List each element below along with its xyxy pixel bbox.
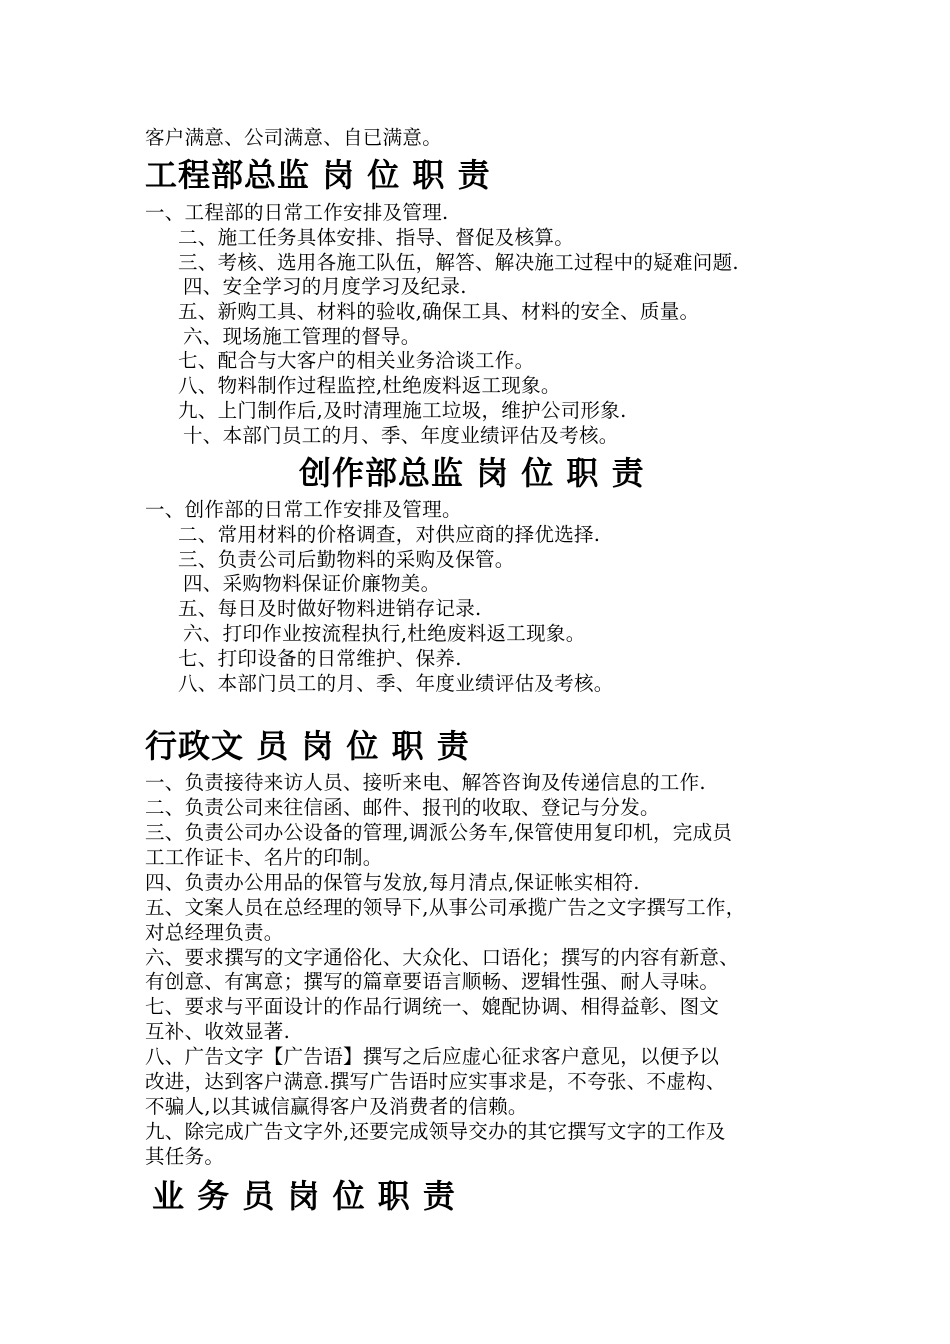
admin-item-7: 七、要求与平面设计的作品行调统一、媲配协调、相得益彰、图文 — [145, 995, 720, 1018]
engineering-item-7: 七、配合与大客户的相关业务洽谈工作。 — [178, 349, 535, 372]
creative-item-8: 八、本部门员工的月、季、年度业绩评估及考核。 — [178, 672, 614, 695]
admin-item-5: 五、文案人员在总经理的领导下,从事公司承揽广告之文字撰写工作， — [145, 896, 746, 919]
admin-item-6-cont: 有创意、有寓意；撰写的篇章要语言顺畅、逻辑性强、耐人寻味。 — [145, 970, 720, 993]
creative-item-7: 七、打印设备的日常维护、保养. — [178, 647, 462, 670]
engineering-item-2: 二、施工任务具体安排、指导、督促及核算。 — [178, 226, 575, 249]
creative-item-2: 二、常用材料的价格调查，对供应商的择优选择. — [178, 523, 601, 546]
admin-item-3: 三、负责公司办公设备的管理,调派公务车,保管使用复印机，完成员 — [145, 821, 733, 844]
admin-item-9-cont: 其任务。 — [145, 1145, 225, 1168]
engineering-item-8: 八、物料制作过程监控,杜绝废料返工现象。 — [178, 374, 561, 397]
section-title-admin-clerk: 行政文 员 岗 位 职 责 — [145, 727, 470, 765]
creative-item-6: 六、打印作业按流程执行,杜绝废料返工现象。 — [183, 622, 586, 645]
admin-item-3-cont: 工工作证卡、名片的印制。 — [145, 846, 383, 869]
admin-item-1: 一、负责接待来访人员、接听来电、解答咨询及传递信息的工作. — [145, 771, 706, 794]
intro-line: 客户满意、公司满意、自已满意。 — [145, 126, 443, 149]
engineering-item-4: 四、安全学习的月度学习及纪录. — [183, 275, 467, 298]
engineering-item-10: 十、本部门员工的月、季、年度业绩评估及考核。 — [183, 424, 619, 447]
admin-item-4: 四、负责办公用品的保管与发放,每月清点,保证帐实相符. — [145, 871, 640, 894]
admin-item-8: 八、广告文字【广告语】撰写之后应虚心征求客户意见，以便予以 — [145, 1045, 720, 1068]
creative-item-5: 五、每日及时做好物料进销存记录. — [178, 597, 482, 620]
admin-item-7-cont: 互补、收效显著. — [145, 1020, 291, 1043]
engineering-item-5: 五、新购工具、材料的验收,确保工具、材料的安全、质量。 — [178, 300, 700, 323]
section-title-creative: 创作部总监 岗 位 职 责 — [299, 454, 645, 492]
creative-item-4: 四、采购物料保证价廉物美。 — [183, 572, 441, 595]
engineering-item-6: 六、现场施工管理的督导。 — [183, 325, 421, 348]
section-title-engineering: 工程部总监 岗 位 职 责 — [145, 156, 491, 194]
engineering-item-3: 三、考核、选用各施工队伍，解答、解决施工过程中的疑难问题. — [178, 251, 739, 274]
section-title-salesperson: 业 务 员 岗 位 职 责 — [152, 1177, 456, 1215]
engineering-item-1: 一、工程部的日常工作安排及管理. — [145, 201, 449, 224]
admin-item-8-cont: 改进，达到客户满意.撰写广告语时应实事求是，不夸张、不虚构、 — [145, 1070, 726, 1093]
admin-item-9: 九、除完成广告文字外,还要完成领导交办的其它撰写文字的工作及 — [145, 1120, 726, 1143]
admin-item-2: 二、负责公司来往信函、邮件、报刊的收取、登记与分发。 — [145, 796, 660, 819]
admin-item-6: 六、要求撰写的文字通俗化、大众化、口语化；撰写的内容有新意、 — [145, 946, 740, 969]
admin-item-8-cont2: 不骗人,以其诚信赢得客户及消费者的信赖。 — [145, 1095, 528, 1118]
admin-item-5-cont: 对总经理负责。 — [145, 921, 284, 944]
creative-item-3: 三、负责公司后勤物料的采购及保管。 — [178, 548, 515, 571]
engineering-item-9: 九、上门制作后,及时清理施工垃圾，维护公司形象. — [178, 399, 627, 422]
creative-item-1: 一、创作部的日常工作安排及管理。 — [145, 498, 462, 521]
